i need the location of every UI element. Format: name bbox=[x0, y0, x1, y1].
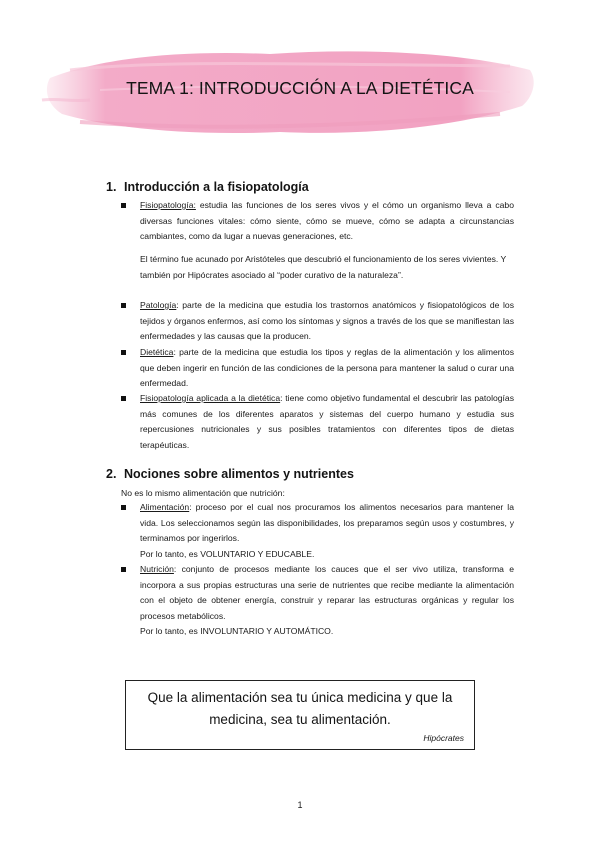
definition-fisiopatologia bbox=[140, 198, 514, 245]
definition-patologia bbox=[140, 298, 514, 345]
definition-text: estudia las funciones de los seres vivos y el cómo un organismo lleva a cabo diversas funciones vitales: cómo siente, cómo se mueve, cómo se adapta a circunstancias cambiantes, como da lugar a nuevas generaciones, etc. bbox=[140, 200, 514, 242]
page-title: TEMA 1: INTRODUCCIÓN A LA DIETÉTICA bbox=[126, 78, 474, 98]
bullet-square-icon bbox=[121, 396, 126, 401]
quote-text: Que la alimentación sea tu única medicina y que la medicina, sea tu alimentación. bbox=[147, 690, 453, 727]
definition-text: : parte de la medicina que estudia los trastornos anatómicos y fisiopatológicos de los tejidos y órganos enfermos, así como los síntomas y signos a través de los que se manifiestan las enfermedades y las causas que la producen. bbox=[140, 300, 514, 342]
quote-box bbox=[125, 680, 475, 750]
term-patologia: Patología bbox=[140, 300, 177, 310]
definition-alimentacion bbox=[140, 500, 514, 562]
definition-text: : tiene como objetivo fundamental el descubrir las patologías más comunes de los diferentes aparatos y sistemas del cuerpo humano y estudia sus repercusiones nutricionales y sus posibles tratamientos con diferentes tipos de dietas terapéuticas. bbox=[140, 393, 514, 450]
definition-text: : proceso por el cual nos procuramos los alimentos necesarios para mantener la vida. Los seleccionamos según las disponibilidades, los preparamos según usos y costumbres, y terminamos por ingerirlos. bbox=[140, 502, 514, 544]
quote-author: Hipócrates bbox=[423, 733, 464, 743]
conclusion-nutricion: Por lo tanto, es INVOLUNTARIO Y AUTOMÁTICO. bbox=[140, 626, 334, 637]
conclusion-alimentacion: Por lo tanto, es VOLUNTARIO Y EDUCABLE. bbox=[140, 548, 315, 559]
term-fisiopatologia-aplicada: Fisiopatología aplicada a la dietética bbox=[140, 393, 281, 403]
bullet-square-icon bbox=[121, 203, 126, 208]
definition-text: : conjunto de procesos mediante los cauces que el ser vivo utiliza, transforma e incorpora a sus propias estructuras una serie de nutrientes que recibe mediante la alimentación con el objeto de obtener energía, construir y reparar las estructuras orgánicas y regular los procesos metabólicos. bbox=[140, 564, 514, 621]
page-number: 1 bbox=[297, 800, 303, 810]
section-2-heading bbox=[106, 467, 354, 481]
section-2-number: 2. bbox=[106, 467, 117, 481]
section-1-number: 1. bbox=[106, 180, 117, 194]
bullet-square-icon bbox=[121, 303, 126, 308]
section-2-intro: No es lo mismo alimentación que nutrición: bbox=[121, 488, 285, 498]
bullet-square-icon bbox=[121, 505, 126, 510]
historical-note: El término fue acunado por Aristóteles que descubrió el funcionamiento de los seres vivientes. Y también por Hipócrates asociado al “poder curativo de la naturaleza”. bbox=[140, 254, 507, 280]
term-nutricion: Nutrición bbox=[140, 564, 174, 574]
definition-fisiopatologia-aplicada bbox=[140, 391, 514, 453]
definition-nutricion bbox=[140, 562, 514, 640]
term-dietetica: Dietética bbox=[140, 347, 174, 357]
term-alimentacion: Alimentación bbox=[140, 502, 190, 512]
term-fisiopatologia: Fisiopatología: bbox=[140, 200, 196, 210]
section-1-heading bbox=[106, 180, 309, 194]
section-2-title: Nociones sobre alimentos y nutrientes bbox=[124, 467, 354, 481]
definition-dietetica bbox=[140, 345, 514, 392]
section-1-title: Introducción a la fisiopatología bbox=[124, 180, 309, 194]
bullet-square-icon bbox=[121, 567, 126, 572]
bullet-square-icon bbox=[121, 350, 126, 355]
definition-text: : parte de la medicina que estudia los tipos y reglas de la alimentación y los alimentos que deben ingerir en función de las condiciones de la persona para mantener la salud o curar una enfermedad. bbox=[140, 347, 514, 389]
